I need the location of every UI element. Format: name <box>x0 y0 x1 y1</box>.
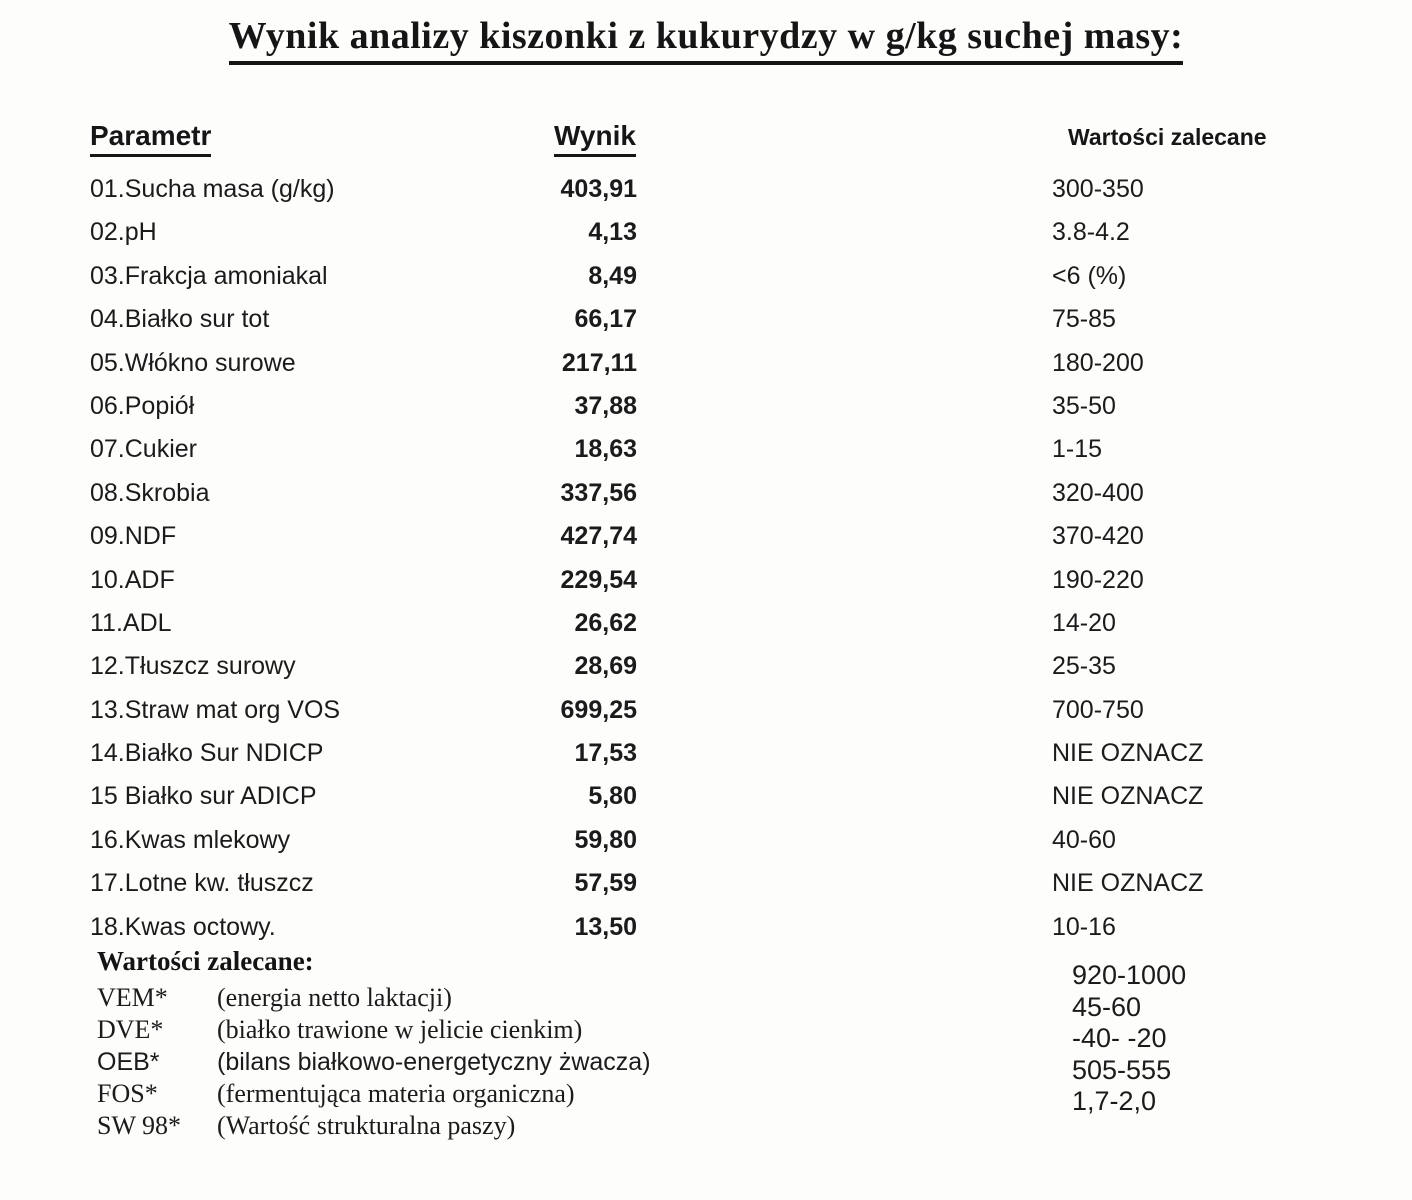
table-row <box>0 645 1412 688</box>
result-cell: 4,13 <box>588 218 637 247</box>
parameter-cell: 17.Lotne kw. tłuszcz <box>90 869 314 898</box>
parameter-cell: 01.Sucha masa (g/kg) <box>90 175 335 203</box>
legend-label: VEM* <box>97 983 168 1012</box>
parameter-cell: 16.Kwas mlekowy <box>90 825 291 854</box>
table-row <box>0 515 1412 558</box>
title-area <box>0 14 1412 65</box>
table-row <box>0 472 1412 515</box>
legend-description: (fermentująca materia organiczna) <box>217 1079 575 1108</box>
recommended-cell: 320-400 <box>1052 478 1144 507</box>
recommended-cell: 300-350 <box>1052 175 1144 203</box>
table-row <box>0 211 1412 254</box>
result-cell: 13,50 <box>574 912 637 941</box>
result-cell: 66,17 <box>574 305 637 334</box>
column-header-result: Wynik <box>554 120 636 157</box>
analysis-table <box>0 168 1412 949</box>
recommended-cell: 370-420 <box>1052 522 1144 551</box>
document-title: Wynik analizy kiszonki z kukurydzy w g/kg suchej masy: <box>229 14 1184 65</box>
parameter-cell: 05.Włókno surowe <box>90 348 296 377</box>
footer-heading: Wartości zalecane: <box>97 946 314 976</box>
recommended-cell: 10-16 <box>1052 912 1116 941</box>
legend-item <box>97 1078 651 1110</box>
table-row <box>0 385 1412 428</box>
result-cell: 5,80 <box>588 782 637 811</box>
result-cell: 37,88 <box>574 391 637 420</box>
table-row <box>0 602 1412 645</box>
table-row <box>0 732 1412 775</box>
footer-recommended-value: 45-60 <box>1072 991 1142 1022</box>
column-header-parameter: Parametr <box>90 120 211 157</box>
table-row <box>0 559 1412 602</box>
column-header-recommended: Wartości zalecane <box>1068 124 1267 150</box>
footer-recommended-value: 505-555 <box>1072 1054 1172 1085</box>
parameter-cell: 04.Białko sur tot <box>90 305 270 334</box>
result-cell: 229,54 <box>560 565 637 594</box>
recommended-cell: NIE OZNACZ <box>1052 869 1204 898</box>
parameter-cell: 11.ADL <box>90 608 172 637</box>
result-cell: 26,62 <box>574 608 637 637</box>
result-cell: 57,59 <box>574 869 637 898</box>
legend-item <box>97 1014 651 1046</box>
table-row <box>0 342 1412 385</box>
result-cell: 17,53 <box>574 739 637 768</box>
result-cell: 28,69 <box>574 652 637 681</box>
recommended-cell: 180-200 <box>1052 348 1144 377</box>
parameter-cell: 12.Tłuszcz surowy <box>90 652 296 681</box>
parameter-cell: 15 Białko sur ADICP <box>90 782 317 811</box>
parameter-cell: 18.Kwas octowy. <box>90 912 276 941</box>
legend-description: (bilans białkowo-energetyczny żwacza) <box>217 1048 651 1076</box>
legend-description: (Wartość strukturalna paszy) <box>217 1111 516 1140</box>
recommended-cell: NIE OZNACZ <box>1052 782 1204 811</box>
recommended-cell: 40-60 <box>1052 825 1116 854</box>
table-row <box>0 689 1412 732</box>
recommended-cell: 25-35 <box>1052 652 1116 681</box>
table-row <box>0 168 1412 211</box>
recommended-cell: 700-750 <box>1052 695 1144 724</box>
legend-description: (białko trawione w jelicie cienkim) <box>217 1015 583 1044</box>
legend-item <box>97 982 651 1014</box>
footer-recommended-values <box>1072 960 1186 1118</box>
parameter-cell: 10.ADF <box>90 565 175 594</box>
footer-recommended-value: 920-1000 <box>1072 960 1187 990</box>
table-row <box>0 255 1412 298</box>
parameter-cell: 13.Straw mat org VOS <box>90 695 341 724</box>
result-cell: 427,74 <box>560 522 637 551</box>
result-cell: 403,91 <box>560 175 637 203</box>
legend-label: OEB* <box>97 1048 160 1076</box>
recommended-cell: 1-15 <box>1052 435 1103 464</box>
table-row <box>0 862 1412 905</box>
recommended-cell: 75-85 <box>1052 305 1116 334</box>
recommended-cell: NIE OZNACZ <box>1052 739 1204 768</box>
table-row <box>0 906 1412 949</box>
result-cell: 18,63 <box>574 435 637 464</box>
footer-recommended-value: 1,7-2,0 <box>1072 1086 1157 1116</box>
recommended-cell: <6 (%) <box>1052 261 1127 290</box>
result-cell: 337,56 <box>560 478 637 507</box>
parameter-cell: 07.Cukier <box>90 435 197 464</box>
legend-item <box>97 1110 651 1142</box>
parameter-cell: 08.Skrobia <box>90 478 210 507</box>
parameter-cell: 06.Popiół <box>90 391 195 420</box>
legend-list <box>97 982 651 1142</box>
table-row <box>0 775 1412 818</box>
legend-item <box>97 1046 651 1078</box>
legend-label: FOS* <box>97 1079 158 1108</box>
legend-description: (energia netto laktacji) <box>217 983 452 1012</box>
parameter-cell: 02.pH <box>90 218 157 247</box>
result-cell: 8,49 <box>588 261 637 290</box>
table-row <box>0 819 1412 862</box>
legend-label: SW 98* <box>97 1111 182 1140</box>
recommended-cell: 35-50 <box>1052 391 1116 420</box>
result-cell: 217,11 <box>561 348 637 377</box>
recommended-cell: 190-220 <box>1052 565 1144 594</box>
recommended-cell: 3.8-4.2 <box>1052 218 1130 247</box>
result-cell: 59,80 <box>574 825 637 854</box>
table-row <box>0 428 1412 471</box>
recommended-cell: 14-20 <box>1052 608 1116 637</box>
legend-label: DVE* <box>97 1015 164 1044</box>
result-cell: 699,25 <box>560 695 637 724</box>
parameter-cell: 14.Białko Sur NDICP <box>90 739 324 768</box>
parameter-cell: 09.NDF <box>90 522 177 551</box>
table-row <box>0 298 1412 341</box>
parameter-cell: 03.Frakcja amoniakal <box>90 261 328 290</box>
footer-recommended-value: -40- -20 <box>1072 1023 1167 1053</box>
